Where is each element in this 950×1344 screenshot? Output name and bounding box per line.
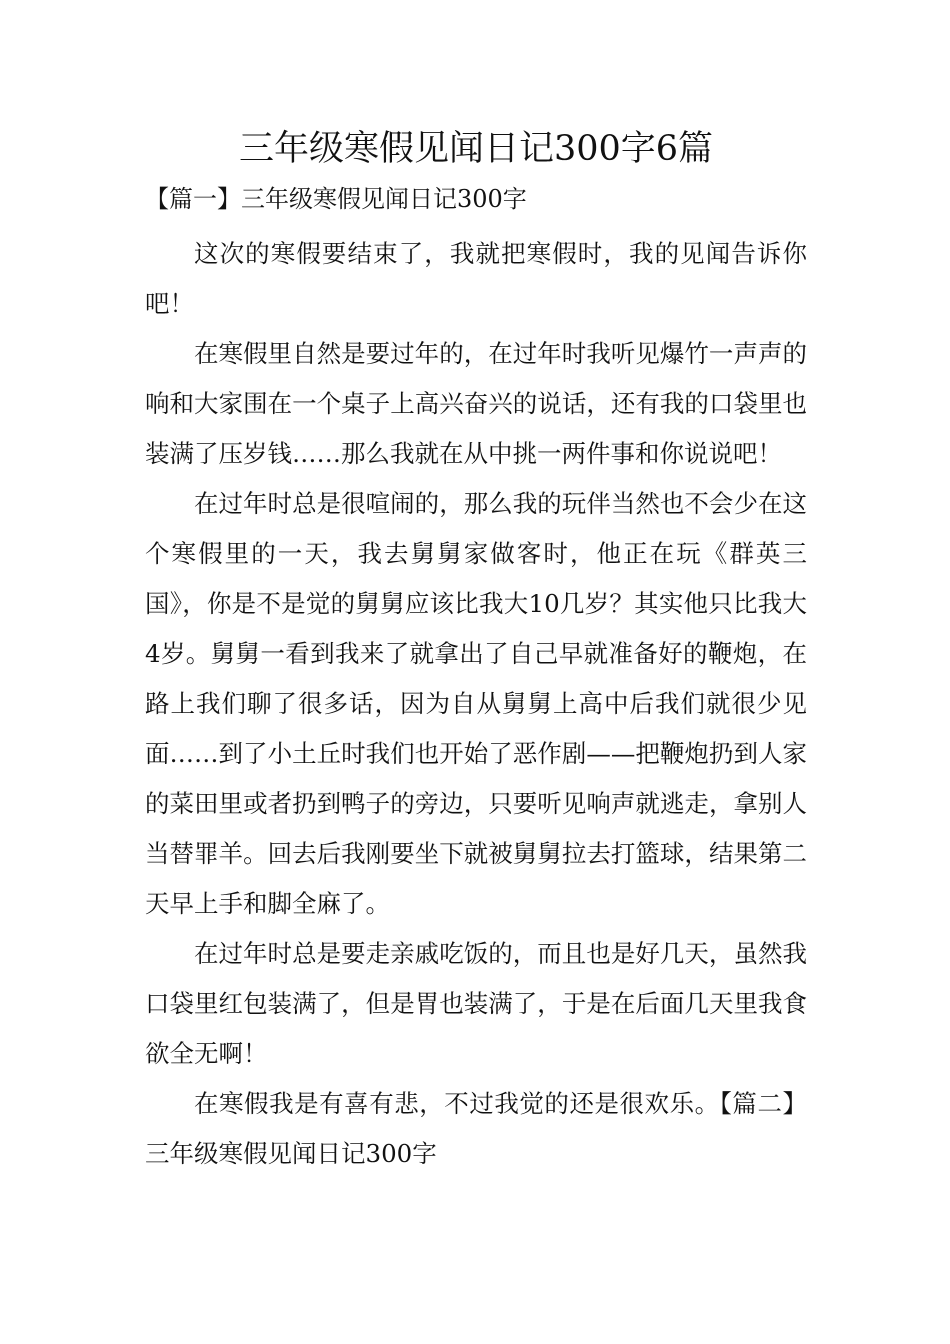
paragraph: 在寒假里自然是要过年的，在过年时我听见爆竹一声声的响和大家围在一个桌子上高兴奋兴的说话，还有我的口袋里也装满了压岁钱……那么我就在从中挑一两件事和你说说吧！ <box>145 339 807 468</box>
paragraph: 在过年时总是很喧闹的，那么我的玩伴当然也不会少在这个寒假里的一天，我去舅舅家做客时，他正在玩《群英三国》，你是不是觉的舅舅应该比我大10几岁？其实他只比我大4岁。舅舅一看到我来了就拿出了自己早就准备好的鞭炮，在路上我们聊了很多话，因为自从舅舅上高中后我们就很少见面……到了小土丘时我们也开始了恶作剧——把鞭炮扔到人家的菜田里或者扔到鸭子的旁边，只要听见响声就逃走，拿别人当替罪羊。回去后我刚要坐下就被舅舅拉去打篮球，结果第二天早上手和脚全麻了。 <box>145 489 807 918</box>
document-body <box>145 229 807 1179</box>
section-heading: 【篇一】三年级寒假见闻日记300字 <box>145 185 527 213</box>
paragraph: 这次的寒假要结束了，我就把寒假时，我的见闻告诉你吧！ <box>145 239 807 318</box>
document-page <box>145 0 807 1179</box>
paragraph: 在寒假我是有喜有悲，不过我觉的还是很欢乐。【篇二】三年级寒假见闻日记300字 <box>145 1089 807 1168</box>
paragraph: 在过年时总是要走亲戚吃饭的，而且也是好几天，虽然我口袋里红包装满了，但是胃也装满了，于是在后面几天里我食欲全无啊！ <box>145 939 807 1068</box>
document-title: 三年级寒假见闻日记300字6篇 <box>238 129 714 169</box>
